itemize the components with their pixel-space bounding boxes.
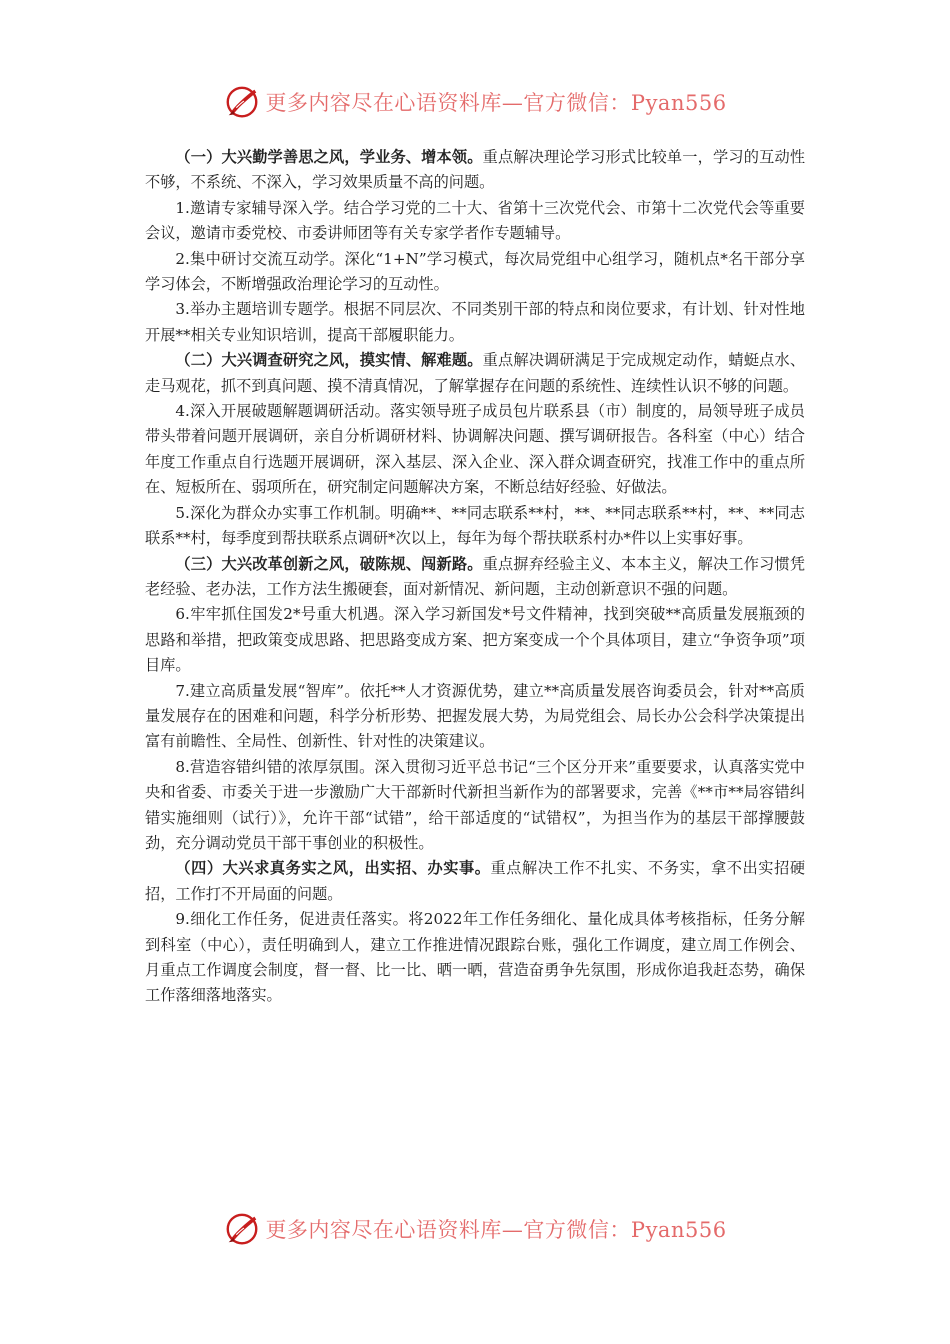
section-2-paragraph [145, 348, 805, 399]
document-body [145, 145, 805, 1009]
section-4-paragraph [145, 856, 805, 907]
item-9-paragraph: 9.细化工作任务，促进责任落实。将2022年工作任务细化、量化成具体考核指标，任务分解到科室（中心），责任明确到人，建立工作推进情况跟踪台账，强化工作调度，建立周工作例会、月重点工作调度会制度，督一督、比一比、晒一晒，营造奋勇争先氛围，形成你追我赶态势，确保工作落细落地落实。 [145, 910, 805, 1005]
item-3-paragraph: 3.举办主题培训专题学。根据不同层次、不同类别干部的特点和岗位要求，有计划、针对性地开展**相关专业知识培训，提高干部履职能力。 [145, 300, 805, 344]
banner-text: 更多内容尽在心语资料库—官方微信：Pyan556 [265, 91, 727, 115]
section-1-paragraph [145, 145, 805, 196]
banner-text: 更多内容尽在心语资料库—官方微信：Pyan556 [265, 1218, 727, 1242]
footer-banner [0, 1209, 950, 1249]
pen-logo-icon [223, 83, 261, 121]
section-3-heading: （三）大兴改革创新之风，破陈规、闯新路。 [175, 554, 483, 573]
item-2-paragraph: 2.集中研讨交流互动学。深化“1+N”学习模式，每次局党组中心组学习，随机点*名干部分享学习体会，不断增强政治理论学习的互动性。 [145, 249, 805, 294]
item-8-paragraph: 8.营造容错纠错的浓厚氛围。深入贯彻习近平总书记“三个区分开来”重要要求，认真落实党中央和省委、市委关于进一步激励广大干部新时代新担当新作为的部署要求，完善《**市**局容错纠错实施细则（试行）》，允许干部“试错”，给干部适度的“试错权”，为担当作为的基层干部撑腰鼓劲，充分调动党员干部干事创业的积极性。 [145, 757, 805, 852]
item-1-paragraph: 1.邀请专家辅导深入学。结合学习党的二十大、省第十三次党代会、市第十二次党代会等重要会议，邀请市委党校、市委讲师团等有关专家学者作专题辅导。 [145, 198, 805, 243]
pen-logo-icon [223, 1210, 261, 1248]
section-1-heading: （一）大兴勤学善思之风，学业务、增本领。 [175, 148, 483, 166]
item-6-paragraph: 6.牢牢抓住国发2*号重大机遇。深入学习新国发*号文件精神，找到突破**高质量发展瓶颈的思路和举措，把政策变成思路、把思路变成方案、把方案变成一个个具体项目，建立“争资争项”项目库。 [145, 605, 805, 675]
section-3-text: 重点摒弃经验主义、本本主义，解决工作习惯凭老经验、老办法，工作方法生搬硬套，面对新情况、新问题，主动创新意识不强的问题。 [145, 554, 806, 598]
section-4-text: 重点解决工作不扎实、不务实，拿不出实招硬招，工作打不开局面的问题。 [145, 859, 806, 903]
section-1-text: 重点解决理论学习形式比较单一，学习的互动性不够，不系统、不深入，学习效果质量不高的问题。 [145, 148, 806, 192]
section-2-text: 重点解决调研满足于完成规定动作，蜻蜓点水、走马观花，抓不到真问题、摸不清真情况，了解掌握存在问题的系统性、连续性认识不够的问题。 [145, 351, 806, 395]
item-5-paragraph: 5.深化为群众办实事工作机制。明确**、**同志联系**村，**、**同志联系**村，**、**同志联系**村，每季度到帮扶联系点调研*次以上，每年为每个帮扶联系村办*件以上实事好事。 [145, 503, 805, 548]
section-4-heading: （四）大兴求真务实之风，出实招、办实事。 [175, 859, 491, 878]
section-3-paragraph [145, 552, 805, 603]
section-2-heading: （二）大兴调查研究之风，摸实情、解难题。 [175, 351, 483, 370]
header-banner [0, 82, 950, 122]
item-7-paragraph: 7.建立高质量发展“智库”。依托**人才资源优势，建立**高质量发展咨询委员会，针对**高质量发展存在的困难和问题，科学分析形势、把握发展大势，为局党组会、局长办公会科学决策提出富有前瞻性、全局性、创新性、针对性的决策建议。 [145, 681, 805, 751]
item-4-paragraph: 4.深入开展破题解题调研活动。落实领导班子成员包片联系县（市）制度的，局领导班子成员带头带着问题开展调研，亲自分析调研材料、协调解决问题、撰写调研报告。各科室（中心）结合年度工作重点自行选题开展调研，深入基层、深入企业、深入群众调查研究，找准工作中的重点所在、短板所在、弱项所在，研究制定问题解决方案，不断总结好经验、好做法。 [145, 402, 805, 497]
